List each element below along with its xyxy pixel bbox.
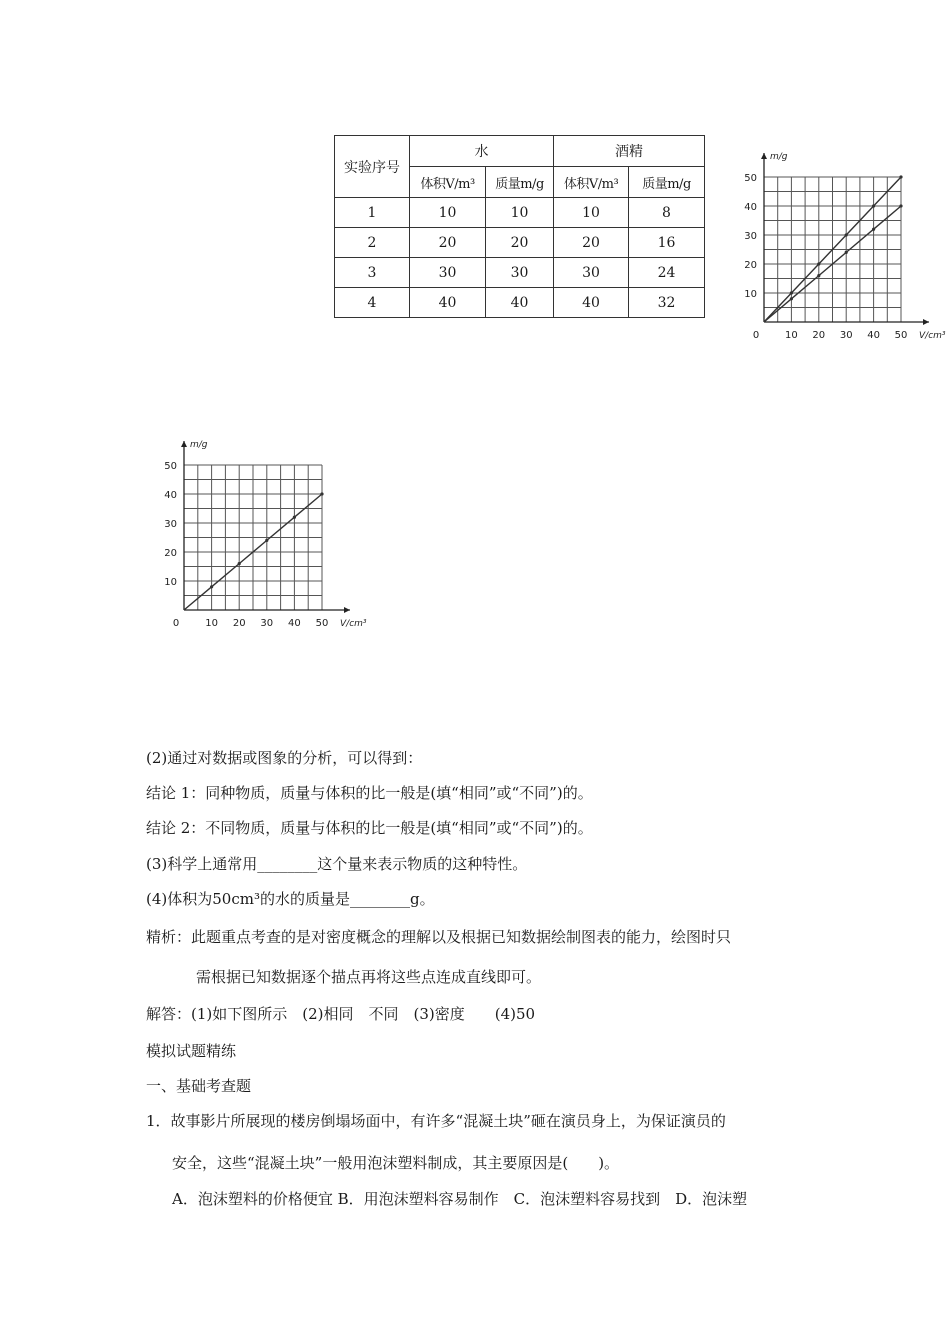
y-tick-label: 50 xyxy=(744,173,757,184)
data-point xyxy=(320,492,323,495)
question-1-options: A．泡沫塑料的价格便宜 B．用泡沫塑料容易制作 C．泡沫塑料容易找到 D．泡沫塑 xyxy=(172,1190,748,1208)
data-point xyxy=(265,539,268,542)
data-point xyxy=(210,585,213,588)
cell-water-mass: 30 xyxy=(486,258,554,288)
cell-serial: 1 xyxy=(335,198,410,228)
cell-serial: 2 xyxy=(335,228,410,258)
x-tick-label: 10 xyxy=(205,618,218,629)
x-tick-label: 50 xyxy=(315,618,329,629)
x-axis-arrow xyxy=(923,319,929,325)
cell-alcohol-mass: 8 xyxy=(629,198,705,228)
question-1: 1．故事影片所展现的楼房倒塌场面中，有许多“混凝土块”砸在演员身上，为保证演员的 xyxy=(146,1112,726,1130)
y-tick-label: 30 xyxy=(164,519,177,530)
cell-serial: 4 xyxy=(335,288,410,318)
x-tick-label: 40 xyxy=(867,330,880,341)
text-line-answer: 解答：(1)如下图所示 (2)相同 不同 (3)密度 (4)50 xyxy=(146,1005,536,1023)
y-axis-arrow xyxy=(181,441,187,447)
data-point xyxy=(899,204,902,207)
header-alcohol: 酒精 xyxy=(554,136,705,167)
data-point xyxy=(817,262,820,265)
x-tick-label: 40 xyxy=(288,618,301,629)
y-tick-label: 10 xyxy=(164,577,177,588)
x-axis-label: V/cm³ xyxy=(340,619,367,629)
cell-alcohol-volume: 40 xyxy=(554,288,629,318)
experiment-table xyxy=(334,135,705,318)
text-line-analysis-note: 精析：此题重点考查的是对密度概念的理解以及根据已知数据绘制图表的能力，绘图时只 xyxy=(146,928,732,946)
y-tick-label: 50 xyxy=(164,461,177,472)
y-tick-label: 40 xyxy=(744,202,757,213)
chart-alcohol xyxy=(150,430,380,635)
header-alcohol-volume: 体积V/m³ xyxy=(554,167,629,198)
cell-alcohol-volume: 10 xyxy=(554,198,629,228)
cell-serial: 3 xyxy=(335,258,410,288)
x-tick-label: 30 xyxy=(260,618,274,629)
x-tick-label: 30 xyxy=(839,330,853,341)
chart-water-alcohol xyxy=(740,142,950,347)
y-tick-label: 40 xyxy=(164,490,177,501)
y-axis-label: m/g xyxy=(190,440,208,450)
header-water-mass: 质量m/g xyxy=(486,167,554,198)
section-title-basic: 一、基础考查题 xyxy=(146,1077,252,1095)
header-water: 水 xyxy=(410,136,554,167)
table-row xyxy=(335,258,705,288)
data-point xyxy=(817,274,820,277)
cell-alcohol-mass: 24 xyxy=(629,258,705,288)
header-serial: 实验序号 xyxy=(335,136,410,198)
cell-water-mass: 10 xyxy=(486,198,554,228)
x-tick-label: 50 xyxy=(894,330,908,341)
x-axis-arrow xyxy=(344,607,350,613)
cell-alcohol-mass: 32 xyxy=(629,288,705,318)
section-title-practice: 模拟试题精练 xyxy=(146,1042,237,1060)
cell-alcohol-mass: 16 xyxy=(629,228,705,258)
header-alcohol-mass: 质量m/g xyxy=(629,167,705,198)
x-tick-label: 20 xyxy=(812,330,826,341)
text-line-conclusion-2: 结论 2：不同物质，质量与体积的比一般是(填“相同”或“不同”)的。 xyxy=(146,819,593,837)
text-line-conclusion-1: 结论 1：同种物质，质量与体积的比一般是(填“相同”或“不同”)的。 xyxy=(146,784,593,802)
cell-water-volume: 20 xyxy=(410,228,486,258)
text-line-analysis-note-cont: 需根据已知数据逐个描点再将这些点连成直线即可。 xyxy=(196,968,542,986)
cell-alcohol-volume: 20 xyxy=(554,228,629,258)
origin-label: 0 xyxy=(752,330,760,341)
cell-water-volume: 30 xyxy=(410,258,486,288)
y-tick-label: 10 xyxy=(744,289,757,300)
y-axis-label: m/g xyxy=(770,152,788,162)
cell-alcohol-volume: 30 xyxy=(554,258,629,288)
header-water-volume: 体积V/m³ xyxy=(410,167,486,198)
data-point xyxy=(790,297,793,300)
question-1-cont: 安全，这些“混凝土块”一般用泡沫塑料制成，其主要原因是( )。 xyxy=(172,1154,620,1172)
cell-water-volume: 40 xyxy=(410,288,486,318)
y-tick-label: 20 xyxy=(164,548,177,559)
table-row xyxy=(335,288,705,318)
cell-water-volume: 10 xyxy=(410,198,486,228)
data-point xyxy=(872,204,875,207)
data-point xyxy=(790,291,793,294)
text-line-question-4: (4)体积为50cm³的水的质量是________g。 xyxy=(146,890,435,908)
text-line-question-3: (3)科学上通常用________这个量来表示物质的这种特性。 xyxy=(146,855,528,873)
y-tick-label: 20 xyxy=(744,260,757,271)
grid xyxy=(184,465,322,610)
data-point xyxy=(845,251,848,254)
table-row xyxy=(335,228,705,258)
origin-label: 0 xyxy=(172,618,180,629)
data-point xyxy=(293,516,296,519)
cell-water-mass: 20 xyxy=(486,228,554,258)
data-point xyxy=(845,233,848,236)
data-point xyxy=(872,228,875,231)
data-point xyxy=(238,562,241,565)
text-line-analysis: (2)通过对数据或图象的分析，可以得到： xyxy=(146,749,423,767)
y-axis-arrow xyxy=(761,153,767,159)
x-tick-label: 10 xyxy=(785,330,798,341)
cell-water-mass: 40 xyxy=(486,288,554,318)
y-tick-label: 30 xyxy=(744,231,757,242)
data-point xyxy=(899,175,902,178)
x-axis-label: V/cm³ xyxy=(919,331,946,341)
table-row xyxy=(335,198,705,228)
x-tick-label: 20 xyxy=(232,618,246,629)
